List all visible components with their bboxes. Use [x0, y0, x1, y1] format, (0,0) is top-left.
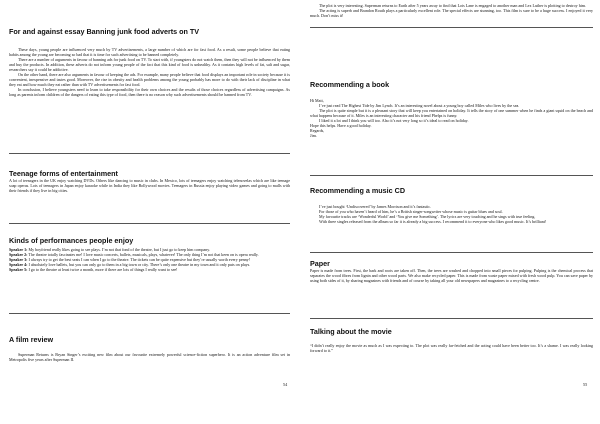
movie-talk-heading: Talking about the movie — [310, 327, 392, 336]
teenage-heading: Teenage forms of entertainment — [9, 169, 118, 178]
performances-section — [9, 236, 290, 272]
paper-section — [310, 259, 593, 283]
junk-para-4: In conclusion, I believe youngsters need to learn to take responsibility for their own choices and the results of those choices regardless of advertising campaigns. As long as parents inform children of the dangers of eating this type of food, then there is no reason why such advertisements should be banned from TV. — [9, 87, 290, 97]
junk-food-essay — [9, 27, 290, 97]
page-number-left: 54 — [283, 382, 288, 387]
book-heading: Recommending a book — [310, 80, 390, 89]
book-para-3: I liked it a lot and I think you will too. Also it’s not very long so it’s ideal to read on holiday. — [319, 118, 469, 123]
performances-heading: Kinds of performances people enjoy — [9, 236, 134, 245]
book-para-2: The plot is quite simple but it is a pleasant story that will keep you entertained on holiday. It tells the story of one summer when he finds a giant squid on the beach and what happens because of it. Miles is an interesting character and his friend Phelps is funny. — [310, 108, 593, 118]
film-review-heading: A film review — [9, 335, 54, 344]
book-closing-1: Hope this helps. Have a good holiday. — [310, 123, 372, 128]
recommending-book — [310, 80, 593, 138]
film-review — [9, 335, 290, 362]
section-divider — [310, 27, 593, 28]
section-divider — [310, 175, 593, 176]
paper-heading: Paper — [310, 259, 330, 268]
speaker-label: Speaker 1: — [9, 247, 28, 252]
book-closing-3: Jim. — [310, 133, 317, 138]
section-divider — [310, 252, 593, 253]
paper-text: Paper is made from trees. First, the bark and roots are taken off. Then, the trees are washed and chopped into small pieces for pulping. Pulping is the chemical process that separates the wood fibres from lignin and other wood parts. We also make recycled paper. This is made from waste paper mixed with fresh wood pulp. You can save paper by using both sides of it, by sharing magazines with friends and of course by taking all your old newspapers and magazines to a recycling centre. — [310, 268, 593, 283]
junk-para-2: There are a number of arguments in favour of banning ads for junk food on TV. To start with, if youngsters do not watch them, then they will not be influenced by them and buy the products. In addition, these adverts do not inform young people of the fact that this kind of food is unhealthy. As it contains high levels of fat, salt and sugar, researchers say it could be addictive. — [9, 57, 290, 72]
movie-talk-section — [310, 327, 593, 353]
speaker-text: I absolutely love ballets, but you can only go to them in a big town or city. There’s only one theatre in my town and it only puts on plays. — [27, 262, 251, 267]
speaker-label: Speaker 2: — [9, 252, 28, 257]
speaker-label: Speaker 5: — [9, 267, 28, 272]
speaker-text: My boyfriend really likes going to see plays. I’m not that fond of the theatre, but I just go to keep him company. — [27, 247, 210, 252]
film-review-continued — [310, 3, 593, 18]
page-number-right: 55 — [583, 382, 588, 387]
cd-para-2: For those of you who haven’t heard of him, he’s a British singer-songwriter whose music is guitar blues and soul. — [319, 209, 503, 214]
cd-heading: Recommending a music CD — [310, 186, 406, 195]
recommending-cd — [310, 186, 593, 224]
book-closing-2: Regards, — [310, 128, 325, 133]
film-review-text: Superman Returns is Bryan Singer’s exciting new film about our favourite extremely powerful science-fiction superhero. It is an action adventure film set in Metropolis five years after Superman II. — [9, 352, 290, 362]
film-review-acting: The acting is superb and Brandon Routh plays a particularly excellent role. The special effects are stunning, too. This film is sure to be a huge success. I enjoyed it very much. Don’t miss it! — [310, 8, 593, 18]
section-divider — [9, 223, 290, 224]
section-divider — [9, 153, 290, 154]
junk-para-3: On the other hand, there are also arguments in favour of keeping the ads. For example, many people believe that food displays an important role in society because it is convenient, inexpensive and tastes good. Moreover, the rise in obesity and health problems among the young probably has more to do with their lack of discipline in what they eat and how much they eat rather than with TV advertisements for fast food. — [9, 72, 290, 87]
speaker-line — [9, 267, 290, 272]
speaker-text: I always try to get the best seats I can when I go to the theatre. The tickets can be quite expensive but they’re usually worth every penny! — [27, 257, 251, 262]
section-divider — [9, 313, 290, 314]
movie-talk-text: “I didn’t really enjoy the movie as much as I was expecting to. The plot was really far-fetched and the acting could have been better too. It’s a shame. I was really looking forward to it.” — [310, 343, 593, 353]
section-divider — [310, 318, 593, 319]
cd-para-4: With three singles released from the album so far it is already a big success. I recommend it to everyone who likes good music. It’s brilliant! — [319, 219, 547, 224]
book-greeting: Hi Matt, — [310, 98, 324, 103]
speaker-label: Speaker 3: — [9, 257, 28, 262]
film-review-plot: The plot is very interesting. Superman returns to Earth after 5 years away to find that Lois Lane is engaged to another man and Lex Luther is plotting to destroy him. — [319, 3, 587, 8]
speaker-text: The theatre totally fascinates me! I love music concerts, ballets, musicals, plays, whatever! The only thing I’m not that keen on is opera really. — [27, 252, 259, 257]
junk-food-heading: For and against essay Banning junk food adverts on TV — [9, 27, 200, 36]
teenage-text: A lot of teenagers in the UK enjoy watching DVDs. Others like dancing to music in clubs. In Mexico, lots of teenagers enjoy watching telenovelas which are like teenage soap operas. Lots of teenagers in Japan enjoy karaoke while in India they like Bollywood movies. Teenagers in Russia enjoy playing video games and going to malls with their friends if they live in big cities. — [9, 178, 290, 193]
book-para-1: I’ve just read The Highest Tide by Jim Lynch. It’s an interesting novel about a young boy called Miles who lives by the sea. — [319, 103, 520, 108]
speaker-label: Speaker 4: — [9, 262, 28, 267]
teenage-entertainment — [9, 169, 290, 193]
junk-para-1: These days, young people are influenced very much by TV advertisements, a large number of which are for fast food. As a result, some people believe that eating habits among the young are becoming so bad that it is time for such advertising to be banned completely. — [9, 47, 290, 57]
cd-para-1: I’ve just bought ‘Undiscovered’ by James Morrison and it’s fantastic. — [319, 204, 432, 209]
cd-para-3: My favourite tracks are ‘Wonderful World’ and ‘You give me Something’. The lyrics are very touching and he sings with true feeling. — [319, 214, 536, 219]
speaker-text: I go to the theatre at least twice a month, more if there are lots of things I really want to see! — [27, 267, 178, 272]
